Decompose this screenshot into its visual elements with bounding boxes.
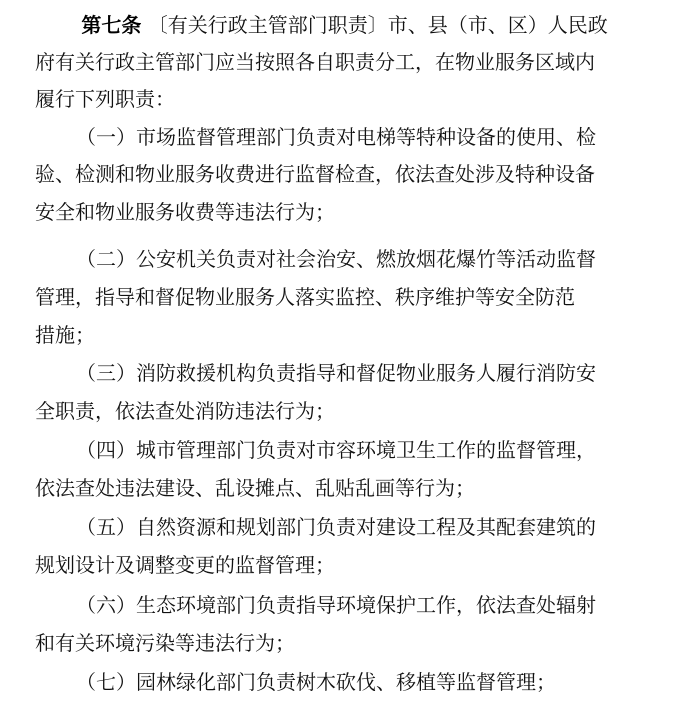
paragraph-line: （四）城市管理部门负责对市容环境卫生工作的监督管理，: [76, 438, 596, 462]
paragraph-line: （二）公安机关负责对社会治安、燃放烟花爆竹等活动监督: [76, 247, 596, 271]
article-first-line: [0, 6, 685, 44]
paragraph-line: 规划设计及调整变更的监督管理；: [35, 553, 335, 577]
paragraph-line: （六）生态环境部门负责指导环境保护工作，依法查处辐射: [76, 593, 596, 617]
paragraph-line: 验、检测和物业服务收费进行监督检查，依法查处涉及特种设备: [35, 162, 595, 186]
paragraph-line: 措施；: [35, 323, 95, 347]
paragraph-line: 履行下列职责：: [35, 87, 175, 111]
paragraph-line: （一）市场监督管理部门负责对电梯等特种设备的使用、检: [76, 125, 596, 149]
article-heading-text: 〔有关行政主管部门职责〕市、县（市、区）人民政: [147, 13, 608, 37]
paragraph-line: 安全和物业服务收费等违法行为；: [35, 200, 335, 224]
paragraph-line: （五）自然资源和规划部门负责对建设工程及其配套建筑的: [76, 515, 596, 539]
paragraph-line: 和有关环境污染等违法行为；: [35, 631, 295, 655]
paragraph-line: （七）园林绿化部门负责树木砍伐、移植等监督管理；: [76, 670, 556, 694]
paragraph-line: （三）消防救援机构负责指导和督促物业服务人履行消防安: [76, 361, 596, 385]
paragraph-line: 管理，指导和督促物业服务人落实监控、秩序维护等安全防范: [35, 285, 575, 309]
article-title: 第七条: [81, 13, 142, 37]
paragraph-line: 全职责，依法查处消防违法行为；: [35, 399, 335, 423]
paragraph-line: 府有关行政主管部门应当按照各自职责分工，在物业服务区域内: [35, 50, 595, 74]
paragraph-line: 依法查处违法建设、乱设摊点、乱贴乱画等行为；: [35, 476, 475, 500]
